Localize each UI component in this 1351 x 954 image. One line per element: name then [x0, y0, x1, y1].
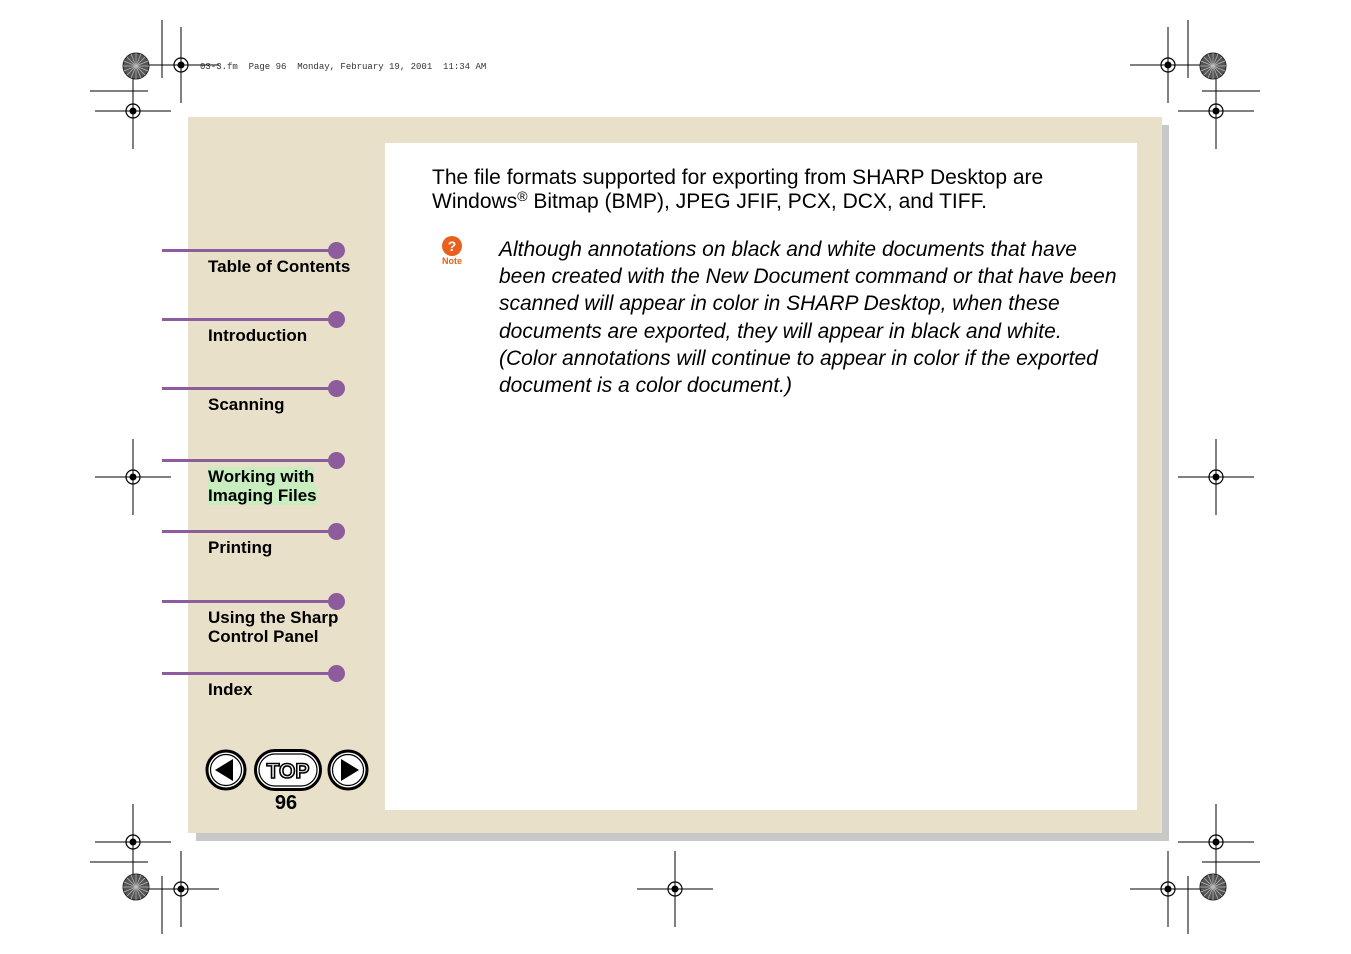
nav-label[interactable]: [208, 467, 378, 505]
file-slug: 03-3.fm Page 96 Monday, February 19, 2001 11:34 AM: [200, 62, 487, 72]
body-paragraph: [432, 166, 1132, 214]
question-icon: ?: [442, 236, 462, 256]
top-label: TOP: [266, 760, 310, 783]
note-label: Note: [442, 256, 462, 266]
nav-line: [162, 530, 336, 533]
next-page-button[interactable]: [327, 749, 369, 791]
page-number: 96: [274, 792, 298, 814]
para-text-2: Bitmap (BMP), JPEG JFIF, PCX, DCX, and TIFF.: [527, 190, 987, 213]
note-icon: [440, 236, 464, 268]
nav-label[interactable]: Table of Contents: [208, 257, 351, 276]
nav-line: [162, 387, 336, 390]
registered-mark: ®: [517, 188, 528, 204]
nav-label[interactable]: Index: [208, 680, 253, 699]
nav-line: [162, 459, 336, 462]
nav-label[interactable]: Introduction: [208, 326, 308, 345]
para-text-1: The file formats supported for exporting from SHARP Desktop are Windows: [432, 166, 1044, 213]
nav-line: [162, 318, 336, 321]
top-button[interactable]: [254, 749, 322, 791]
prev-page-button[interactable]: [205, 749, 247, 791]
nav-line: [162, 600, 336, 603]
nav-line: [162, 249, 336, 252]
nav-label[interactable]: Printing: [208, 538, 273, 557]
nav-label[interactable]: Scanning: [208, 395, 285, 414]
nav-label-text: Working with Imaging Files: [208, 467, 317, 505]
nav-label[interactable]: Using the Sharp Control Panel: [208, 608, 339, 646]
nav-line: [162, 672, 336, 675]
note-text: Although annotations on black and white documents that have been created with the New Document command or that have been scanned will appear in color in SHARP Desktop, when these documents are exported, they will appear in black and white. (Color annotations will continue to appear in color if the exported document is a color document.): [499, 238, 1117, 398]
